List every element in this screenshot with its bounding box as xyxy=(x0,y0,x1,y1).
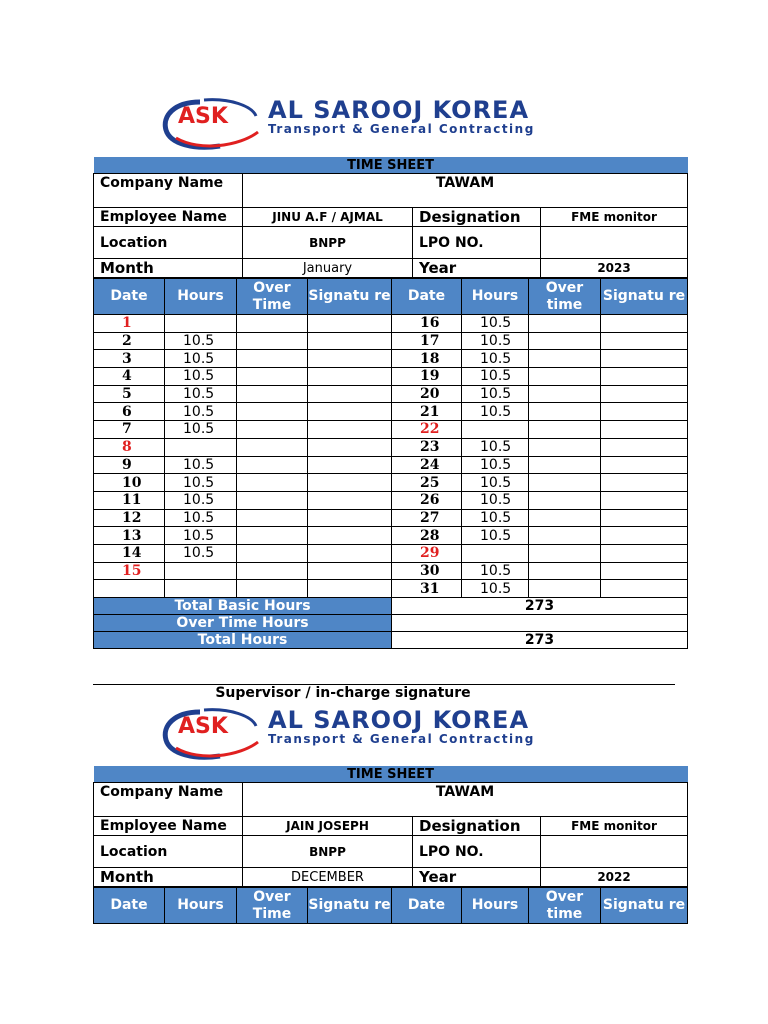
signature-cell xyxy=(601,456,688,474)
header-date-2: Date xyxy=(392,279,462,315)
table-row xyxy=(94,332,688,350)
lpo-label: LPO NO. xyxy=(413,836,541,868)
signature-cell xyxy=(308,456,392,474)
hours-cell: 10.5 xyxy=(165,509,237,527)
header-hours-2: Hours xyxy=(462,279,529,315)
date-cell: 31 xyxy=(392,580,462,598)
date-cell: 20 xyxy=(392,385,462,403)
overtime-cell xyxy=(529,368,601,386)
hours-cell: 10.5 xyxy=(462,315,529,333)
table-row xyxy=(94,544,688,562)
table-row xyxy=(94,385,688,403)
signature-cell xyxy=(308,544,392,562)
date-cell: 11 xyxy=(94,491,165,509)
company-logo-2 xyxy=(160,704,610,764)
date-cell: 28 xyxy=(392,527,462,545)
month-label: Month xyxy=(94,259,243,278)
date-cell: 14 xyxy=(94,544,165,562)
overtime-cell xyxy=(237,456,308,474)
hours-cell: 10.5 xyxy=(462,332,529,350)
signature-cell xyxy=(308,562,392,580)
date-cell: 23 xyxy=(392,438,462,456)
table-row xyxy=(94,315,688,333)
hours-cell: 10.5 xyxy=(462,509,529,527)
overtime-hours-label: Over Time Hours xyxy=(94,615,392,632)
overtime-cell xyxy=(237,580,308,598)
hours-cell xyxy=(165,315,237,333)
header-hours: Hours xyxy=(165,888,237,924)
company-label: Company Name xyxy=(94,783,243,817)
date-cell: 2 xyxy=(94,332,165,350)
header-overtime-2: Over time xyxy=(529,888,601,924)
overtime-cell xyxy=(237,474,308,492)
date-cell: 7 xyxy=(94,421,165,439)
hours-cell xyxy=(462,544,529,562)
header-signature: Signatu re xyxy=(308,279,392,315)
grid-header-row xyxy=(94,888,688,924)
designation-value: FME monitor xyxy=(541,208,688,227)
overtime-cell xyxy=(237,438,308,456)
table-row xyxy=(94,527,688,545)
overtime-cell xyxy=(529,315,601,333)
date-cell: 10 xyxy=(94,474,165,492)
signature-cell xyxy=(601,350,688,368)
hours-cell: 10.5 xyxy=(462,403,529,421)
employee-label: Employee Name xyxy=(94,817,243,836)
table-row xyxy=(94,368,688,386)
signature-cell xyxy=(601,332,688,350)
header-hours: Hours xyxy=(165,279,237,315)
hours-cell: 10.5 xyxy=(165,421,237,439)
hours-cell: 10.5 xyxy=(165,332,237,350)
hours-cell: 10.5 xyxy=(462,350,529,368)
total-basic-label: Total Basic Hours xyxy=(94,598,392,615)
company-value: TAWAM xyxy=(243,174,688,208)
hours-cell: 10.5 xyxy=(462,491,529,509)
month-value: January xyxy=(243,259,413,278)
company-logo xyxy=(160,94,610,154)
hours-cell: 10.5 xyxy=(462,438,529,456)
supervisor-signature-label: Supervisor / in-charge signature xyxy=(215,685,471,701)
timesheet-title: TIME SHEET xyxy=(94,766,688,783)
employee-value: JINU A.F / AJMAL xyxy=(243,208,413,227)
overtime-cell xyxy=(237,509,308,527)
signature-cell xyxy=(601,544,688,562)
date-cell: 26 xyxy=(392,491,462,509)
signature-cell xyxy=(601,580,688,598)
designation-value: FME monitor xyxy=(541,817,688,836)
header-signature: Signatu re xyxy=(308,888,392,924)
signature-cell xyxy=(308,509,392,527)
overtime-cell xyxy=(529,385,601,403)
date-cell: 18 xyxy=(392,350,462,368)
location-label: Location xyxy=(94,836,243,868)
logo-company-name: AL SAROOJ KOREA xyxy=(268,96,530,124)
timesheet-1 xyxy=(93,157,687,649)
signature-cell xyxy=(308,315,392,333)
signature-cell xyxy=(601,421,688,439)
header-overtime: Over Time xyxy=(237,279,308,315)
hours-cell: 10.5 xyxy=(462,562,529,580)
signature-cell xyxy=(601,385,688,403)
hours-cell xyxy=(165,562,237,580)
lpo-value xyxy=(541,227,688,259)
header-date: Date xyxy=(94,888,165,924)
date-cell xyxy=(94,580,165,598)
signature-cell xyxy=(308,438,392,456)
employee-label: Employee Name xyxy=(94,208,243,227)
location-value: BNPP xyxy=(243,836,413,868)
table-row xyxy=(94,580,688,598)
overtime-cell xyxy=(237,544,308,562)
signature-cell xyxy=(601,474,688,492)
designation-label: Designation xyxy=(413,208,541,227)
date-cell: 21 xyxy=(392,403,462,421)
header-date: Date xyxy=(94,279,165,315)
signature-cell xyxy=(601,438,688,456)
hours-cell: 10.5 xyxy=(165,474,237,492)
overtime-cell xyxy=(237,350,308,368)
lpo-label: LPO NO. xyxy=(413,227,541,259)
overtime-cell xyxy=(529,527,601,545)
table-row xyxy=(94,421,688,439)
signature-cell xyxy=(308,332,392,350)
employee-value: JAIN JOSEPH xyxy=(243,817,413,836)
company-value: TAWAM xyxy=(243,783,688,817)
table-row xyxy=(94,509,688,527)
hours-cell xyxy=(165,438,237,456)
signature-cell xyxy=(601,509,688,527)
grid-header-row xyxy=(94,279,688,315)
date-cell: 30 xyxy=(392,562,462,580)
hours-cell xyxy=(165,580,237,598)
date-cell: 1 xyxy=(94,315,165,333)
overtime-cell xyxy=(237,421,308,439)
signature-cell xyxy=(601,562,688,580)
month-value: DECEMBER xyxy=(243,868,413,887)
overtime-cell xyxy=(237,403,308,421)
hours-cell: 10.5 xyxy=(165,368,237,386)
date-cell: 29 xyxy=(392,544,462,562)
date-cell: 6 xyxy=(94,403,165,421)
overtime-cell xyxy=(237,368,308,386)
total-basic-value: 273 xyxy=(392,598,688,615)
signature-cell xyxy=(601,403,688,421)
hours-cell: 10.5 xyxy=(462,580,529,598)
overtime-cell xyxy=(237,491,308,509)
header-overtime-2: Over time xyxy=(529,279,601,315)
date-cell: 27 xyxy=(392,509,462,527)
table-row xyxy=(94,438,688,456)
header-date-2: Date xyxy=(392,888,462,924)
date-cell: 9 xyxy=(94,456,165,474)
logo-ask-text: ASK xyxy=(178,714,228,739)
overtime-cell xyxy=(529,544,601,562)
table-row xyxy=(94,474,688,492)
timesheet-2-info xyxy=(93,766,688,887)
lpo-value xyxy=(541,836,688,868)
overtime-cell xyxy=(529,421,601,439)
hours-cell: 10.5 xyxy=(462,474,529,492)
overtime-cell xyxy=(237,385,308,403)
overtime-cell xyxy=(529,580,601,598)
date-cell: 4 xyxy=(94,368,165,386)
year-value: 2022 xyxy=(541,868,688,887)
location-label: Location xyxy=(94,227,243,259)
logo-ask-text: ASK xyxy=(178,104,228,129)
hours-cell: 10.5 xyxy=(462,527,529,545)
overtime-cell xyxy=(529,332,601,350)
overtime-cell xyxy=(529,403,601,421)
header-overtime: Over Time xyxy=(237,888,308,924)
total-hours-label: Total Hours xyxy=(94,632,392,649)
date-cell: 3 xyxy=(94,350,165,368)
date-cell: 25 xyxy=(392,474,462,492)
hours-cell: 10.5 xyxy=(165,544,237,562)
logo-subtitle: Transport & General Contracting xyxy=(268,122,535,136)
signature-cell xyxy=(601,315,688,333)
hours-cell xyxy=(462,421,529,439)
hours-cell: 10.5 xyxy=(165,527,237,545)
timesheet-1-info xyxy=(93,157,688,278)
logo-company-name: AL SAROOJ KOREA xyxy=(268,706,530,734)
signature-cell xyxy=(308,474,392,492)
timesheet-2-grid xyxy=(93,887,688,924)
overtime-cell xyxy=(529,562,601,580)
overtime-cell xyxy=(529,474,601,492)
header-signature-2: Signatu re xyxy=(601,888,688,924)
signature-cell xyxy=(601,368,688,386)
hours-cell: 10.5 xyxy=(165,456,237,474)
table-row xyxy=(94,562,688,580)
overtime-cell xyxy=(237,315,308,333)
year-label: Year xyxy=(413,259,541,278)
hours-cell: 10.5 xyxy=(165,385,237,403)
signature-cell xyxy=(308,403,392,421)
date-cell: 17 xyxy=(392,332,462,350)
table-row xyxy=(94,403,688,421)
header-hours-2: Hours xyxy=(462,888,529,924)
location-value: BNPP xyxy=(243,227,413,259)
signature-cell xyxy=(308,491,392,509)
table-row xyxy=(94,491,688,509)
date-cell: 24 xyxy=(392,456,462,474)
hours-cell: 10.5 xyxy=(165,350,237,368)
total-hours-value: 273 xyxy=(392,632,688,649)
signature-cell xyxy=(308,421,392,439)
signature-cell xyxy=(308,527,392,545)
signature-cell xyxy=(308,580,392,598)
overtime-cell xyxy=(529,491,601,509)
overtime-cell xyxy=(529,350,601,368)
company-label: Company Name xyxy=(94,174,243,208)
table-row xyxy=(94,456,688,474)
hours-cell: 10.5 xyxy=(165,491,237,509)
signature-cell xyxy=(308,368,392,386)
timesheet-2 xyxy=(93,766,687,924)
signature-cell xyxy=(308,385,392,403)
logo-subtitle: Transport & General Contracting xyxy=(268,732,535,746)
overtime-cell xyxy=(237,527,308,545)
date-cell: 22 xyxy=(392,421,462,439)
date-cell: 19 xyxy=(392,368,462,386)
date-cell: 8 xyxy=(94,438,165,456)
timesheet-rows xyxy=(94,315,688,598)
month-label: Month xyxy=(94,868,243,887)
overtime-cell xyxy=(529,438,601,456)
overtime-cell xyxy=(237,562,308,580)
header-signature-2: Signatu re xyxy=(601,279,688,315)
table-row xyxy=(94,350,688,368)
date-cell: 13 xyxy=(94,527,165,545)
date-cell: 15 xyxy=(94,562,165,580)
year-value: 2023 xyxy=(541,259,688,278)
overtime-hours-value xyxy=(392,615,688,632)
signature-cell xyxy=(601,527,688,545)
overtime-cell xyxy=(237,332,308,350)
hours-cell: 10.5 xyxy=(462,385,529,403)
signature-cell xyxy=(601,491,688,509)
overtime-cell xyxy=(529,456,601,474)
hours-cell: 10.5 xyxy=(462,368,529,386)
designation-label: Designation xyxy=(413,817,541,836)
hours-cell: 10.5 xyxy=(165,403,237,421)
timesheet-title: TIME SHEET xyxy=(94,157,688,174)
year-label: Year xyxy=(413,868,541,887)
date-cell: 16 xyxy=(392,315,462,333)
timesheet-1-grid xyxy=(93,278,688,649)
date-cell: 5 xyxy=(94,385,165,403)
overtime-cell xyxy=(529,509,601,527)
date-cell: 12 xyxy=(94,509,165,527)
hours-cell: 10.5 xyxy=(462,456,529,474)
signature-cell xyxy=(308,350,392,368)
